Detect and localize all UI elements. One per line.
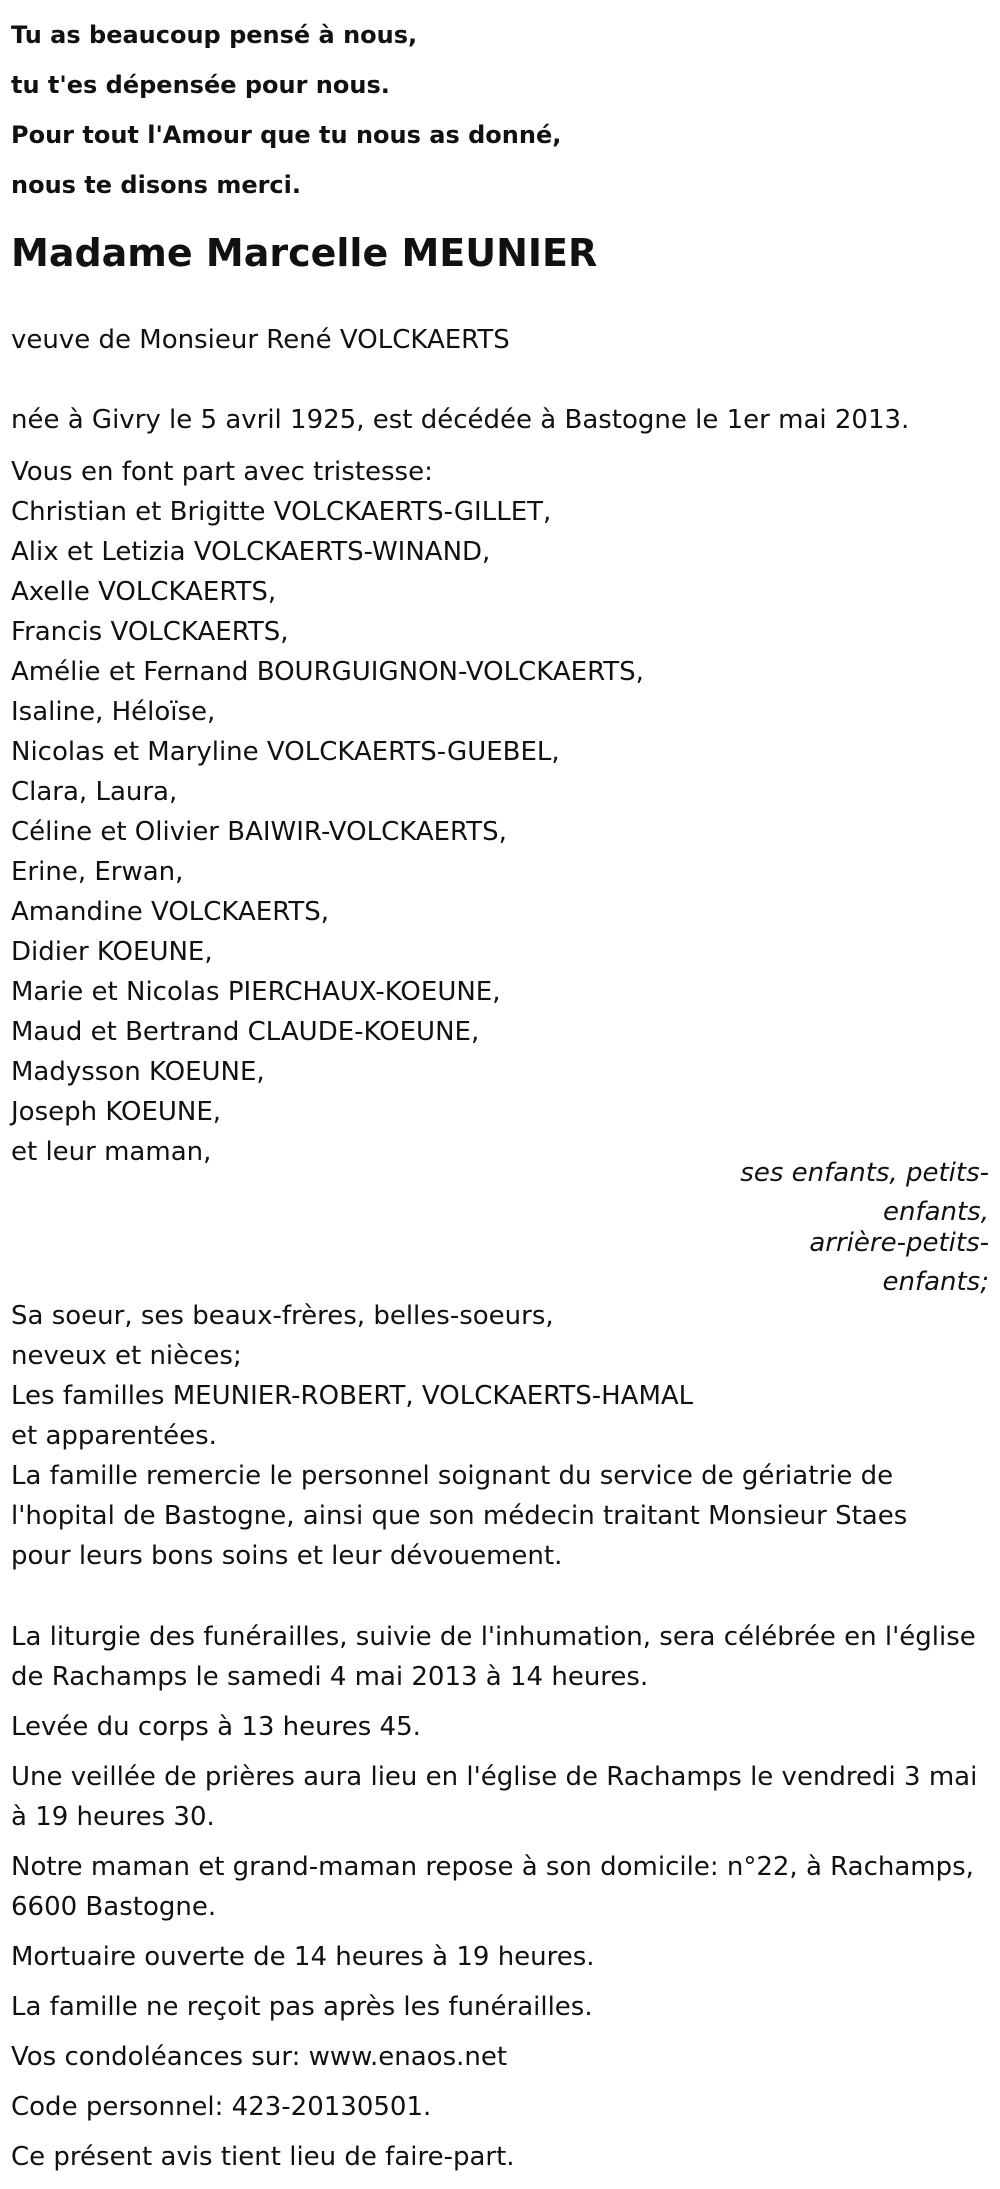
family-member: Madysson KOEUNE, (11, 1057, 265, 1087)
thanks-paragraph (11, 1456, 907, 1576)
vigil-line: à 19 heures 30. (11, 1802, 215, 1832)
poem-line: nous te disons merci. (11, 171, 302, 199)
family-member: Didier KOEUNE, (11, 937, 213, 967)
extended-family (11, 1296, 693, 1456)
condolences-line: Vos condoléances sur: www.enaos.net (11, 2042, 508, 2072)
extended-family-line: et apparentées. (11, 1421, 217, 1451)
rest-place-line: 6600 Bastogne. (11, 1892, 217, 1922)
signoff-line: ses enfants, petits- (740, 1158, 989, 1188)
family-member: Francis VOLCKAERTS, (11, 617, 289, 647)
widow-of: veuve de Monsieur René VOLCKAERTS (11, 325, 510, 355)
liturgy-paragraph (11, 1617, 976, 1697)
deceased-name: Madame Marcelle MEUNIER (11, 231, 598, 275)
family-member: Céline et Olivier BAIWIR-VOLCKAERTS, (11, 817, 507, 847)
family-member: Amélie et Fernand BOURGUIGNON-VOLCKAERTS, (11, 657, 644, 687)
vigil-paragraph (11, 1757, 977, 1837)
rest-place-line: Notre maman et grand-maman repose à son domicile: n°22, à Rachamps, (11, 1852, 974, 1882)
family-member: Amandine VOLCKAERTS, (11, 897, 330, 927)
thanks-line: pour leurs bons soins et leur dévouement. (11, 1541, 563, 1571)
family-member: Nicolas et Maryline VOLCKAERTS-GUEBEL, (11, 737, 560, 767)
family-member: Joseph KOEUNE, (11, 1097, 222, 1127)
no-reception: La famille ne reçoit pas après les funérailles. (11, 1992, 593, 2022)
family-member: Axelle VOLCKAERTS, (11, 577, 277, 607)
poem-line: Tu as beaucoup pensé à nous, (11, 21, 418, 49)
poem-line: Pour tout l'Amour que tu nous as donné, (11, 121, 562, 149)
extended-family-line: neveux et nièces; (11, 1341, 242, 1371)
levee-line: Levée du corps à 13 heures 45. (11, 1712, 421, 1742)
notice-line: Ce présent avis tient lieu de faire-part. (11, 2142, 515, 2172)
vigil-line: Une veillée de prières aura lieu en l'église de Rachamps le vendredi 3 mai (11, 1762, 978, 1792)
signoff-line: enfants, (882, 1197, 989, 1227)
family-member: Marie et Nicolas PIERCHAUX-KOEUNE, (11, 977, 501, 1007)
family-member: Isaline, Héloïse, (11, 697, 216, 727)
thanks-line: La famille remercie le personnel soignant du service de gériatrie de (11, 1461, 894, 1491)
extended-family-line: Sa soeur, ses beaux-frères, belles-soeurs, (11, 1301, 554, 1331)
liturgy-line: de Rachamps le samedi 4 mai 2013 à 14 heures. (11, 1662, 649, 1692)
poem-line: tu t'es dépensée pour nous. (11, 71, 390, 99)
birth-death-line: née à Givry le 5 avril 1925, est décédée à Bastogne le 1er mai 2013. (11, 405, 910, 435)
family-member: Clara, Laura, (11, 777, 178, 807)
announcement-intro: Vous en font part avec tristesse: (11, 457, 433, 487)
extended-family-line: Les familles MEUNIER-ROBERT, VOLCKAERTS-HAMAL (11, 1381, 694, 1411)
thanks-line: l'hopital de Bastogne, ainsi que son médecin traitant Monsieur Staes (11, 1501, 908, 1531)
family-member: Alix et Letizia VOLCKAERTS-WINAND, (11, 537, 491, 567)
rest-place-paragraph (11, 1847, 974, 1927)
family-member: Erine, Erwan, (11, 857, 184, 887)
family-member: et leur maman, (11, 1137, 212, 1167)
liturgy-line: La liturgie des funérailles, suivie de l'inhumation, sera célébrée en l'église (11, 1622, 976, 1652)
family-member: Maud et Bertrand CLAUDE-KOEUNE, (11, 1017, 480, 1047)
family-members-list (11, 452, 644, 1172)
family-member: Christian et Brigitte VOLCKAERTS-GILLET, (11, 497, 552, 527)
mortuary-hours: Mortuaire ouverte de 14 heures à 19 heures. (11, 1942, 595, 1972)
family-signoff (729, 1158, 989, 1298)
signoff-line: enfants; (882, 1267, 989, 1297)
personal-code: Code personnel: 423-20130501. (11, 2092, 432, 2122)
signoff-line: arrière-petits- (809, 1228, 989, 1258)
opening-poem (11, 10, 561, 210)
